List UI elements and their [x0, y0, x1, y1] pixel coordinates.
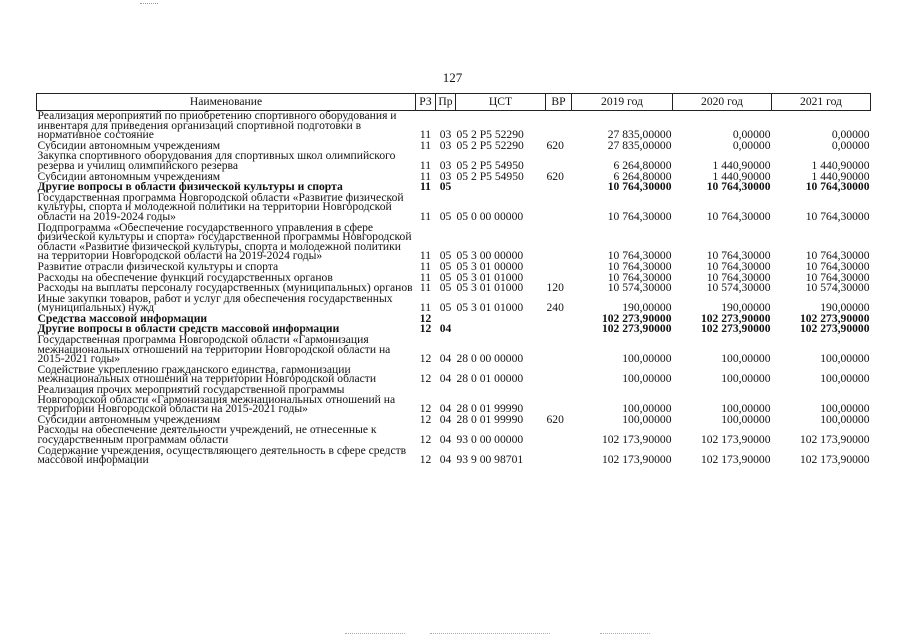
cell-vr	[546, 151, 572, 171]
cell-name: Содержание учреждения, осуществляющего деятельность в сфере средств массовой информации	[37, 445, 407, 466]
table-row	[37, 283, 871, 294]
cell-vr	[546, 262, 572, 273]
cell-rz: 12	[419, 324, 432, 336]
cell-2020: 102 173,90000	[700, 433, 771, 446]
cell-pr: 03	[439, 128, 452, 141]
cell-2020: 102 173,90000	[700, 453, 771, 466]
cell-vr	[546, 182, 572, 193]
cell-cst: 28 0 01 99990	[456, 414, 524, 426]
cell-2019: 27 835,00000	[607, 128, 672, 141]
cell-2021: 100,00000	[820, 402, 870, 415]
cell-2021: 1 440,90000	[811, 171, 870, 183]
cell-name: Государственная программа Новгородской области «Развитие физической культуры, спорта и молодежной политики на территории Новгородской области на 2019-2024 годы»	[37, 192, 404, 223]
cell-cst: 05 3 01 01000	[456, 301, 524, 314]
cell-2020: 10 764,30000	[706, 209, 771, 223]
cell-rz: 11	[419, 283, 432, 294]
cell-vr	[546, 365, 572, 385]
header-year-2021: 2021 год	[772, 94, 871, 111]
cell-pr: 05	[439, 283, 452, 294]
cell-rz: 11	[419, 272, 432, 284]
cell-cst	[456, 324, 546, 335]
cell-rz: 11	[419, 140, 432, 152]
table-row	[37, 141, 871, 152]
cell-cst: 05 0 00 00000	[456, 209, 524, 223]
cell-name: Субсидии автономным учреждениям	[37, 140, 221, 152]
table-row	[37, 324, 871, 335]
cell-2019: 100,00000	[622, 372, 672, 386]
cell-name: Содействие укреплению гражданского единства, гармонизации межнациональных отношений на территории Новгородской области	[37, 364, 377, 386]
cell-2021: 102 173,90000	[799, 433, 870, 446]
cell-cst: 28 0 01 99990	[456, 402, 524, 415]
cell-2020: 102 273,90000	[700, 324, 771, 336]
cell-2019: 100,00000	[622, 352, 672, 365]
cell-pr: 05	[439, 272, 452, 284]
table-row	[37, 425, 871, 445]
cell-vr	[546, 425, 572, 445]
cell-2021: 10 764,30000	[805, 261, 870, 273]
cell-rz: 11	[419, 158, 432, 172]
cell-pr: 03	[439, 158, 452, 172]
cell-2021: 102 273,90000	[799, 324, 870, 336]
cell-vr	[546, 193, 572, 223]
cell-pr: 04	[439, 453, 452, 466]
cell-2020: 10 574,30000	[706, 283, 771, 294]
cell-rz: 11	[419, 128, 432, 141]
cell-vr	[546, 111, 572, 141]
cell-2019: 27 835,00000	[607, 140, 672, 152]
table-row	[37, 294, 871, 314]
cell-pr: 05	[439, 209, 452, 223]
cell-cst: 93 0 00 00000	[456, 433, 524, 446]
table-row	[37, 151, 871, 171]
cell-name: Реализация мероприятий по приобретению спортивного оборудования и инвентаря для приведения организаций спортивной подготовки в нормативное состояние	[37, 110, 397, 141]
cell-2019: 102 173,90000	[601, 453, 672, 466]
cell-name: Иные закупки товаров, работ и услуг для обеспечения государственных (муниципальных) нужд	[37, 293, 393, 314]
table-row	[37, 446, 871, 466]
cell-vr	[546, 446, 572, 466]
cell-2019: 10 574,30000	[607, 283, 672, 294]
cell-cst	[456, 182, 546, 193]
cell-2020: 10 764,30000	[706, 182, 771, 193]
cell-vr: 120	[546, 283, 564, 294]
header-pr: Пр	[436, 94, 456, 111]
table-row	[37, 365, 871, 385]
table-row	[37, 273, 871, 284]
cell-rz: 12	[419, 453, 432, 466]
cell-pr: 03	[439, 171, 452, 183]
cell-vr	[546, 223, 572, 262]
cell-rz: 11	[419, 301, 432, 314]
cell-2019: 6 264,80000	[613, 158, 672, 172]
cell-rz: 12	[419, 433, 432, 446]
cell-2019: 102 273,90000	[601, 313, 672, 325]
table-row	[37, 172, 871, 183]
cell-pr: 05	[439, 249, 452, 262]
cell-pr: 05	[439, 261, 452, 273]
table-row	[37, 314, 871, 325]
cell-2019: 100,00000	[622, 402, 672, 415]
cell-2020: 10 764,30000	[706, 249, 771, 262]
cell-2020: 10 764,30000	[706, 272, 771, 284]
table-row	[37, 335, 871, 365]
table-header-row	[37, 94, 871, 111]
cell-vr	[546, 314, 572, 325]
cell-2021: 100,00000	[820, 414, 870, 426]
cell-2019: 10 764,30000	[607, 272, 672, 284]
cell-cst: 05 2 P5 54950	[456, 171, 524, 183]
cell-name: Расходы на выплаты персоналу государственных (муниципальных) органов	[37, 283, 413, 294]
table-row	[37, 193, 871, 223]
table-body	[37, 111, 871, 466]
cell-2019: 10 764,30000	[607, 261, 672, 273]
cell-rz: 11	[420, 182, 431, 193]
cell-pr: 04	[439, 352, 452, 365]
header-vr: ВР	[546, 94, 572, 111]
cell-2019: 102 273,90000	[601, 324, 672, 336]
cell-name: Государственная программа Новгородской области «Гармонизация межнациональных отношений на территории Новгородской области на 2015-2021 годы»	[37, 335, 391, 365]
cell-2021: 102 173,90000	[799, 453, 870, 466]
cell-cst: 93 9 00 98701	[456, 453, 524, 466]
cell-rz: 11	[419, 171, 432, 183]
cell-rz: 11	[419, 261, 432, 273]
header-rz: РЗ	[416, 94, 436, 111]
cell-2019: 10 764,30000	[607, 182, 672, 193]
cell-rz: 11	[419, 209, 432, 223]
cell-cst: 05 3 01 00000	[456, 261, 524, 273]
cell-cst: 05 3 00 00000	[456, 249, 524, 262]
page-number: 127	[442, 70, 463, 85]
cell-2019: 190,00000	[622, 301, 672, 314]
cell-2021: 10 764,30000	[805, 249, 870, 262]
table-row	[37, 262, 871, 273]
cell-pr: 04	[439, 372, 452, 386]
cell-name: Средства массовой информации	[37, 313, 208, 325]
cell-2021: 1 440,90000	[811, 158, 870, 172]
header-name: Наименование	[37, 94, 416, 111]
cell-name: Расходы на обеспечение деятельности учреждений, не отнесенные к государственным программам области	[37, 425, 377, 446]
cell-rz: 12	[419, 402, 432, 415]
table-row	[37, 223, 871, 262]
cell-name: Развитие отрасли физической культуры и спорта	[37, 261, 279, 273]
cell-vr	[546, 324, 572, 335]
header-year-2019: 2019 год	[572, 94, 673, 111]
cell-cst: 05 3 01 01000	[456, 283, 524, 294]
cell-pr: 03	[439, 140, 452, 152]
cell-cst: 05 2 P5 54950	[456, 158, 524, 172]
cell-pr: 05	[439, 182, 452, 193]
cell-name: Закупка спортивного оборудования для спортивных школ олимпийского резерва и училищ олимпийского резерва	[37, 151, 396, 172]
cell-cst: 05 2 P5 52290	[456, 140, 524, 152]
cell-rz: 12	[419, 372, 432, 386]
cell-2020: 102 273,90000	[700, 313, 771, 325]
cell-2020: 100,00000	[721, 402, 771, 415]
cell-vr: 620	[546, 140, 564, 152]
cell-rz: 12	[419, 313, 432, 325]
cell-pr: 04	[439, 414, 452, 426]
cell-cst: 05 2 P5 52290	[456, 128, 524, 141]
cell-vr	[546, 273, 572, 284]
cell-name: Субсидии автономным учреждениям	[37, 171, 221, 183]
cell-2020: 0,00000	[732, 140, 771, 152]
cell-name: Подпрограмма «Обеспечение государственного управления в сфере физической культуры и спорта» государственной программы Новгородской области «Развитие физической культуры, спорта и молодежной политики на территории Новгородской области на 2019-2024 годы»	[37, 222, 412, 262]
budget-table	[36, 93, 871, 466]
cell-pr	[436, 314, 456, 325]
table-row	[37, 415, 871, 426]
cell-2020: 0,00000	[732, 128, 771, 141]
cell-pr: 04	[439, 324, 452, 336]
cell-vr: 620	[546, 171, 564, 183]
cell-2021: 10 764,30000	[805, 272, 870, 284]
cell-rz: 12	[419, 352, 432, 365]
cell-cst: 05 3 01 01000	[456, 272, 524, 284]
cell-cst	[456, 314, 546, 325]
cell-2021: 10 764,30000	[805, 182, 870, 193]
cell-2020: 190,00000	[721, 301, 771, 314]
table-row	[37, 385, 871, 415]
cell-vr: 620	[546, 414, 564, 426]
cell-name: Другие вопросы в области физической культуры и спорта	[37, 182, 343, 193]
cell-2021: 190,00000	[820, 301, 870, 314]
scan-noise-mark	[345, 633, 405, 635]
cell-2020: 10 764,30000	[706, 261, 771, 273]
cell-name: Другие вопросы в области средств массовой информации	[37, 324, 340, 336]
cell-cst: 28 0 00 00000	[456, 352, 524, 365]
cell-pr: 04	[439, 433, 452, 446]
cell-vr	[546, 385, 572, 415]
cell-2020: 100,00000	[721, 414, 771, 426]
header-cst: ЦСТ	[456, 94, 546, 111]
cell-2020: 1 440,90000	[712, 171, 771, 183]
cell-2021: 102 273,90000	[799, 313, 870, 325]
cell-2019: 100,00000	[622, 414, 672, 426]
cell-rz: 12	[419, 414, 432, 426]
cell-2020: 100,00000	[721, 372, 771, 386]
scan-artifact-mark	[140, 3, 158, 5]
cell-2021: 100,00000	[820, 352, 870, 365]
cell-2020: 100,00000	[721, 352, 771, 365]
cell-2021: 0,00000	[831, 128, 870, 141]
cell-vr: 240	[546, 301, 564, 314]
scan-noise-mark	[600, 633, 650, 635]
cell-2019: 10 764,30000	[607, 249, 672, 262]
cell-2019: 6 264,80000	[613, 171, 672, 183]
cell-cst: 28 0 01 00000	[456, 372, 524, 386]
cell-2019: 10 764,30000	[607, 209, 672, 223]
cell-vr	[546, 335, 572, 365]
cell-2021: 10 764,30000	[805, 209, 870, 223]
cell-name: Реализация прочих мероприятий государственной программы Новгородской области «Гармонизация межнациональных отношений на территории Новгородской области на 2015-2021 годы»	[37, 385, 396, 415]
cell-rz: 11	[419, 249, 432, 262]
cell-name: Расходы на обеспечение функций государственных органов	[37, 272, 333, 284]
table-row	[37, 182, 871, 193]
scan-noise-mark	[430, 633, 550, 635]
cell-2019: 102 173,90000	[601, 433, 672, 446]
table-row	[37, 111, 871, 141]
cell-2021: 0,00000	[831, 140, 870, 152]
cell-pr: 05	[439, 301, 452, 314]
header-year-2020: 2020 год	[673, 94, 772, 111]
cell-2020: 1 440,90000	[712, 158, 771, 172]
cell-2021: 100,00000	[820, 372, 870, 386]
cell-2021: 10 574,30000	[805, 283, 870, 294]
cell-name: Субсидии автономным учреждениям	[37, 414, 221, 426]
cell-pr: 04	[439, 402, 452, 415]
